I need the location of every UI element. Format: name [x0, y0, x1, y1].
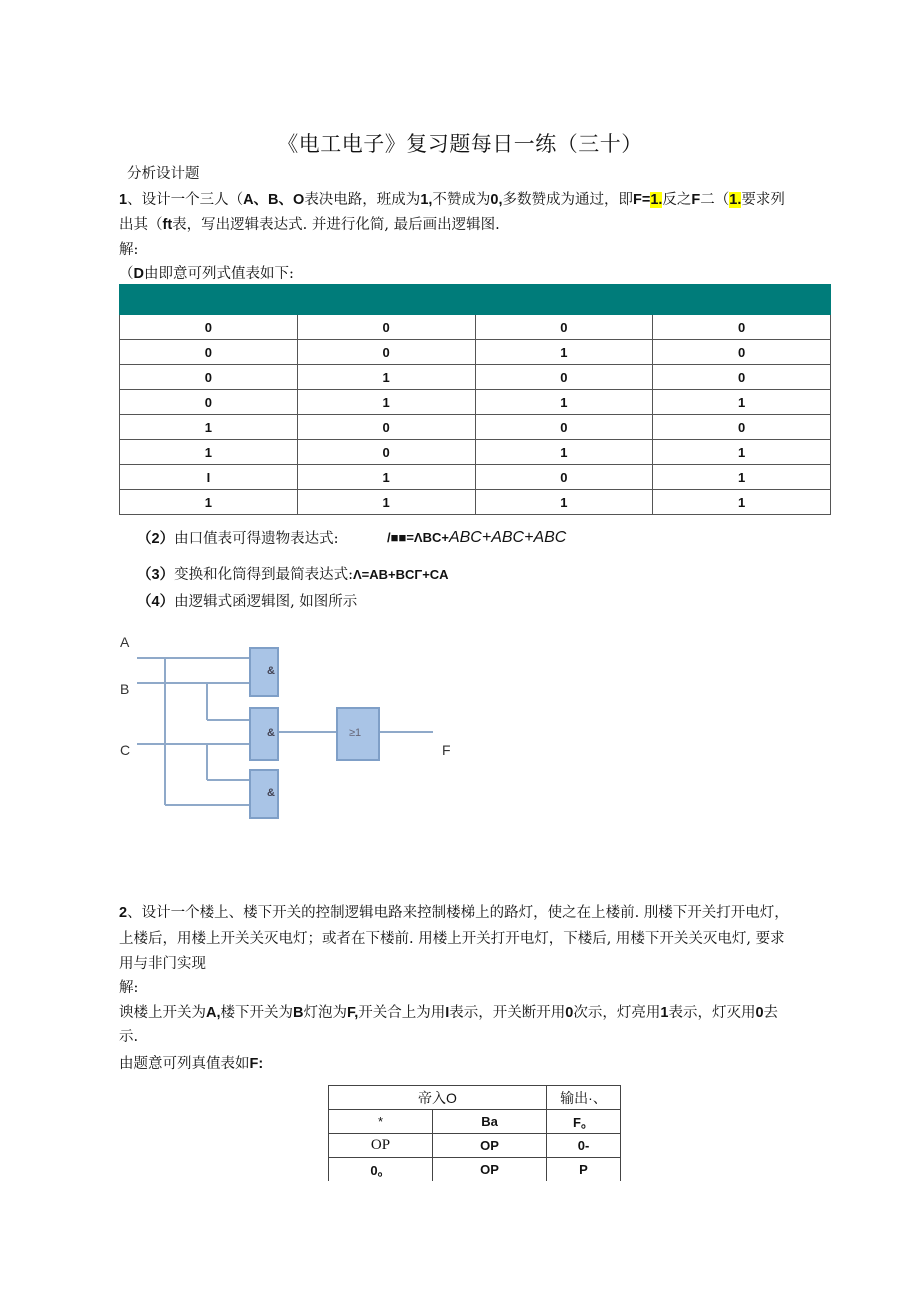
- step-number: （3）: [137, 567, 175, 583]
- question-2-line-3: 用与非门实现: [119, 956, 206, 972]
- text: A,: [206, 1005, 221, 1021]
- cell: 0: [653, 340, 831, 365]
- question-number: 1: [119, 192, 128, 208]
- cell: 0: [475, 365, 653, 390]
- table-row: [120, 340, 831, 365]
- header-input: 帝入O: [329, 1086, 547, 1110]
- table-row: [120, 440, 831, 465]
- text: F: [691, 192, 701, 208]
- text: 、设计一个楼上、楼下开关的控制逻辑电路来控制楼梯上的路灯，使之在上楼前. 刖楼下开关打开电灯，: [127, 905, 789, 921]
- expression: Λ=AB+BCΓ+CA: [352, 567, 449, 582]
- cell: 1: [653, 440, 831, 465]
- text: 要求列: [741, 192, 785, 208]
- text: 由题意可列真值表如: [119, 1056, 250, 1072]
- cell: 1: [120, 415, 298, 440]
- text: 不赞成为: [432, 192, 491, 208]
- cell: 0: [475, 415, 653, 440]
- input-label-b: B: [120, 681, 130, 697]
- table-row: [120, 465, 831, 490]
- highlight: 1.: [729, 192, 742, 208]
- cell: 1: [653, 465, 831, 490]
- text: 0: [755, 1005, 764, 1021]
- page-title: 《电工电子》复习题每日一练（三十）: [277, 132, 643, 156]
- header-cell: [297, 285, 475, 315]
- text: 0: [565, 1005, 574, 1021]
- text: （: [119, 266, 134, 282]
- text: 变换和化筒得到最简表达式:: [174, 567, 353, 583]
- cell: *: [329, 1110, 433, 1134]
- cell: 0: [475, 465, 653, 490]
- cell: 1: [653, 390, 831, 415]
- text: F,: [346, 1005, 359, 1021]
- cell: 0: [120, 340, 298, 365]
- output-label-f: F: [442, 742, 451, 758]
- table-row: [120, 490, 831, 515]
- question-2-line-7: [119, 1052, 263, 1076]
- text: 多数赞成为通过，即: [502, 192, 633, 208]
- text: 由即意可列式值表如下:: [143, 266, 294, 282]
- cell: P: [547, 1158, 621, 1182]
- cell: OP: [329, 1134, 433, 1158]
- text: 二（: [700, 192, 730, 208]
- table-header: [120, 285, 831, 315]
- table-header: [329, 1086, 621, 1110]
- table-row: [329, 1158, 621, 1182]
- text: 0,: [490, 192, 503, 208]
- text: 1,: [420, 192, 433, 208]
- text: 、设计一个三人（: [127, 192, 244, 208]
- cell: 0: [120, 315, 298, 340]
- table-subheader: [329, 1110, 621, 1134]
- cell: 1: [475, 390, 653, 415]
- wires: [137, 658, 433, 805]
- cell: 1: [120, 490, 298, 515]
- question-2-line-6: 示.: [119, 1029, 139, 1045]
- cell: 0: [297, 340, 475, 365]
- and-symbol: &: [267, 727, 275, 739]
- text: 表示，开关断开用: [449, 1005, 566, 1021]
- cell: 1: [297, 490, 475, 515]
- cell: 0: [120, 365, 298, 390]
- or-symbol: ≥1: [349, 727, 362, 739]
- cell: 0: [653, 415, 831, 440]
- text: 1: [660, 1005, 669, 1021]
- cell: 1: [297, 365, 475, 390]
- cell: 1: [475, 340, 653, 365]
- text: D: [133, 266, 144, 282]
- cell: 0。: [329, 1158, 433, 1182]
- text: 表示，灯灭用: [668, 1005, 756, 1021]
- step-1: [119, 262, 294, 286]
- table-row: [329, 1134, 621, 1158]
- text: 去: [763, 1005, 779, 1021]
- text: 表决电路，班成为: [304, 192, 421, 208]
- step-number: （2）: [137, 531, 175, 547]
- cell: 0: [475, 315, 653, 340]
- input-label-c: C: [120, 742, 131, 758]
- header-cell: [475, 285, 653, 315]
- text: ft: [162, 217, 173, 233]
- text: F:: [249, 1056, 264, 1072]
- step-4: [137, 590, 357, 614]
- cell: 0: [297, 440, 475, 465]
- and-symbol: &: [267, 665, 275, 677]
- header-output: 输出·、: [547, 1086, 621, 1110]
- question-1-line-1: [119, 188, 785, 212]
- logic-circuit-diagram: [115, 625, 465, 825]
- cell: 0: [653, 365, 831, 390]
- cell: 1: [475, 440, 653, 465]
- cell: 0-: [547, 1134, 621, 1158]
- text: 出其（: [119, 217, 163, 233]
- question-2-line-2: 上楼后，用楼上开关关灭电灯；或者在下楼前. 用楼上开关打开电灯，下楼后, 用楼下开关关灭电灯, 要求: [119, 931, 785, 947]
- cell: 1: [475, 490, 653, 515]
- cell: 1: [653, 490, 831, 515]
- step-2-expression: [387, 526, 566, 550]
- cell: OP: [433, 1158, 547, 1182]
- cell: 0: [297, 315, 475, 340]
- cell: 0: [653, 315, 831, 340]
- table-row: [120, 315, 831, 340]
- cell: F。: [547, 1110, 621, 1134]
- table-row: [120, 390, 831, 415]
- text: 开关合上为用: [358, 1005, 446, 1021]
- cell: I: [120, 465, 298, 490]
- text: F=: [633, 192, 651, 208]
- input-label-a: A: [120, 634, 130, 650]
- table-row: [120, 365, 831, 390]
- table-row: [120, 415, 831, 440]
- step-3: [137, 563, 449, 587]
- text: 由口值表可得遗物表达式:: [174, 531, 339, 547]
- step-number: （4）: [137, 594, 175, 610]
- text: B: [293, 1005, 304, 1021]
- expression: /■■=ΛBC+: [387, 530, 449, 545]
- text: 反之: [662, 192, 692, 208]
- cell: 0: [120, 390, 298, 415]
- and-symbol: &: [267, 787, 275, 799]
- cell: 1: [297, 465, 475, 490]
- text: 灯泡为: [303, 1005, 347, 1021]
- header-cell: [120, 285, 298, 315]
- solution-label-2: 解:: [119, 980, 139, 996]
- highlight: 1.: [650, 192, 663, 208]
- cell: Ba: [433, 1110, 547, 1134]
- text: 谀楼上开关为: [119, 1005, 206, 1021]
- text: A、B、O: [243, 192, 305, 208]
- section-label: 分析设计题: [127, 166, 200, 182]
- question-2-line-5: [119, 1001, 778, 1025]
- cell: 1: [297, 390, 475, 415]
- text: 次示，灯亮用: [573, 1005, 661, 1021]
- text: 表，写出逻辑表达式. 并进行化简, 最后画出逻辑图.: [172, 217, 500, 233]
- question-2-line-1: [119, 901, 789, 925]
- truth-table-2: [328, 1085, 621, 1181]
- cell: OP: [433, 1134, 547, 1158]
- header-cell: [653, 285, 831, 315]
- text: 由逻辑式函逻辑图, 如图所示: [174, 594, 358, 610]
- text: I: [445, 1005, 450, 1021]
- text: 楼下开关为: [220, 1005, 293, 1021]
- truth-table-1: [119, 284, 831, 515]
- cell: 0: [297, 415, 475, 440]
- expression: ABC+ABC+ABC: [448, 529, 567, 546]
- cell: 1: [120, 440, 298, 465]
- solution-label: 解:: [119, 242, 139, 258]
- question-1-line-2: [119, 213, 500, 237]
- step-2: [137, 527, 338, 551]
- question-number: 2: [119, 905, 128, 921]
